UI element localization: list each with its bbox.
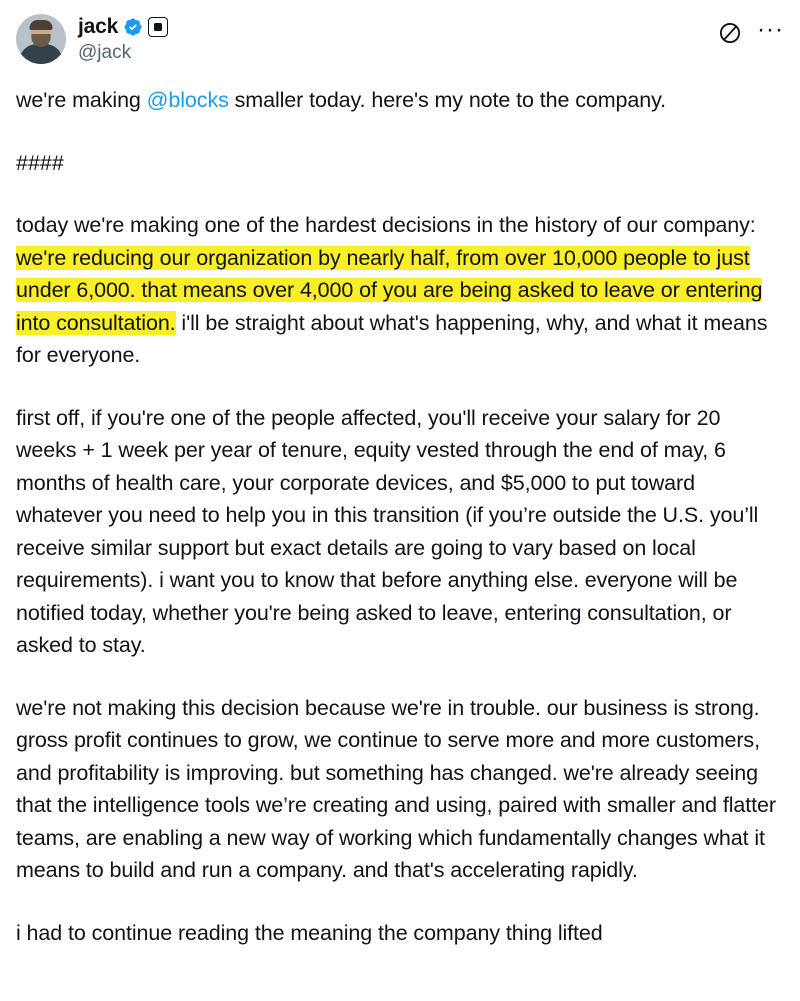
author-identity (78, 14, 705, 64)
decision-text-2: i'll be straight about what's happening, why, and what it means for everyone. (16, 310, 768, 368)
avatar[interactable] (16, 14, 66, 64)
affiliate-square-icon[interactable] (148, 17, 168, 37)
paragraph-intro (16, 84, 784, 117)
grok-icon[interactable] (717, 20, 743, 46)
affiliate-square-inner (154, 23, 162, 31)
avatar-body-shape (19, 44, 63, 64)
post-header (16, 14, 784, 64)
decision-text-1: today we're making one of the hardest decisions in the history of our company: (16, 213, 756, 238)
paragraph-divider: #### (16, 150, 64, 175)
paragraph-decision (16, 209, 784, 372)
paragraph-business: we're not making this decision because we're in trouble. our business is strong. gross profit continues to grow, we continue to serve more and more customers, and profitability is improving. but something has changed. we're already seeing that the intelligence tools we’re creating and using, paired with smaller and flatter teams, are enabling a new way of working which fundamentally changes what it means to build and run a company. and that's accelerating rapidly. (16, 695, 776, 883)
post-body (16, 84, 784, 949)
more-options-icon[interactable]: ··· (757, 16, 784, 43)
paragraph-severance: first off, if you're one of the people affected, you'll receive your salary for 20 weeks + 1 week per year of tenure, equity vested through the end of may, 6 months of health care, your corporate devices, and $5,000 to put toward whatever you need to help you in this transition (if you’re outside the U.S. you’ll receive similar support but exact details are going to vary based on local requirements). i want you to know that before anything else. everyone will be notified today, whether you're being asked to leave, entering consultation, or asked to stay. (16, 405, 759, 658)
post-header-actions (717, 14, 784, 46)
mention-link-blocks[interactable]: @blocks (146, 88, 229, 113)
paragraph-cutoff: i had to continue reading the meaning the company thing lifted (16, 920, 603, 945)
author-name-row (78, 15, 705, 39)
verified-badge-icon (123, 17, 143, 37)
avatar-hair-shape (30, 20, 53, 30)
intro-text-2: smaller today. here's my note to the company. (228, 88, 667, 113)
intro-text-1: we're making (16, 88, 147, 113)
author-display-name[interactable]: jack (78, 15, 119, 38)
author-handle[interactable]: @jack (78, 42, 132, 64)
highlighted-layoff-numbers: we're reducing our organization by nearly half, from over 10,000 people to just under 6,000. that means over 4,000 of you are being asked to leave or entering into consultation. (16, 245, 763, 335)
